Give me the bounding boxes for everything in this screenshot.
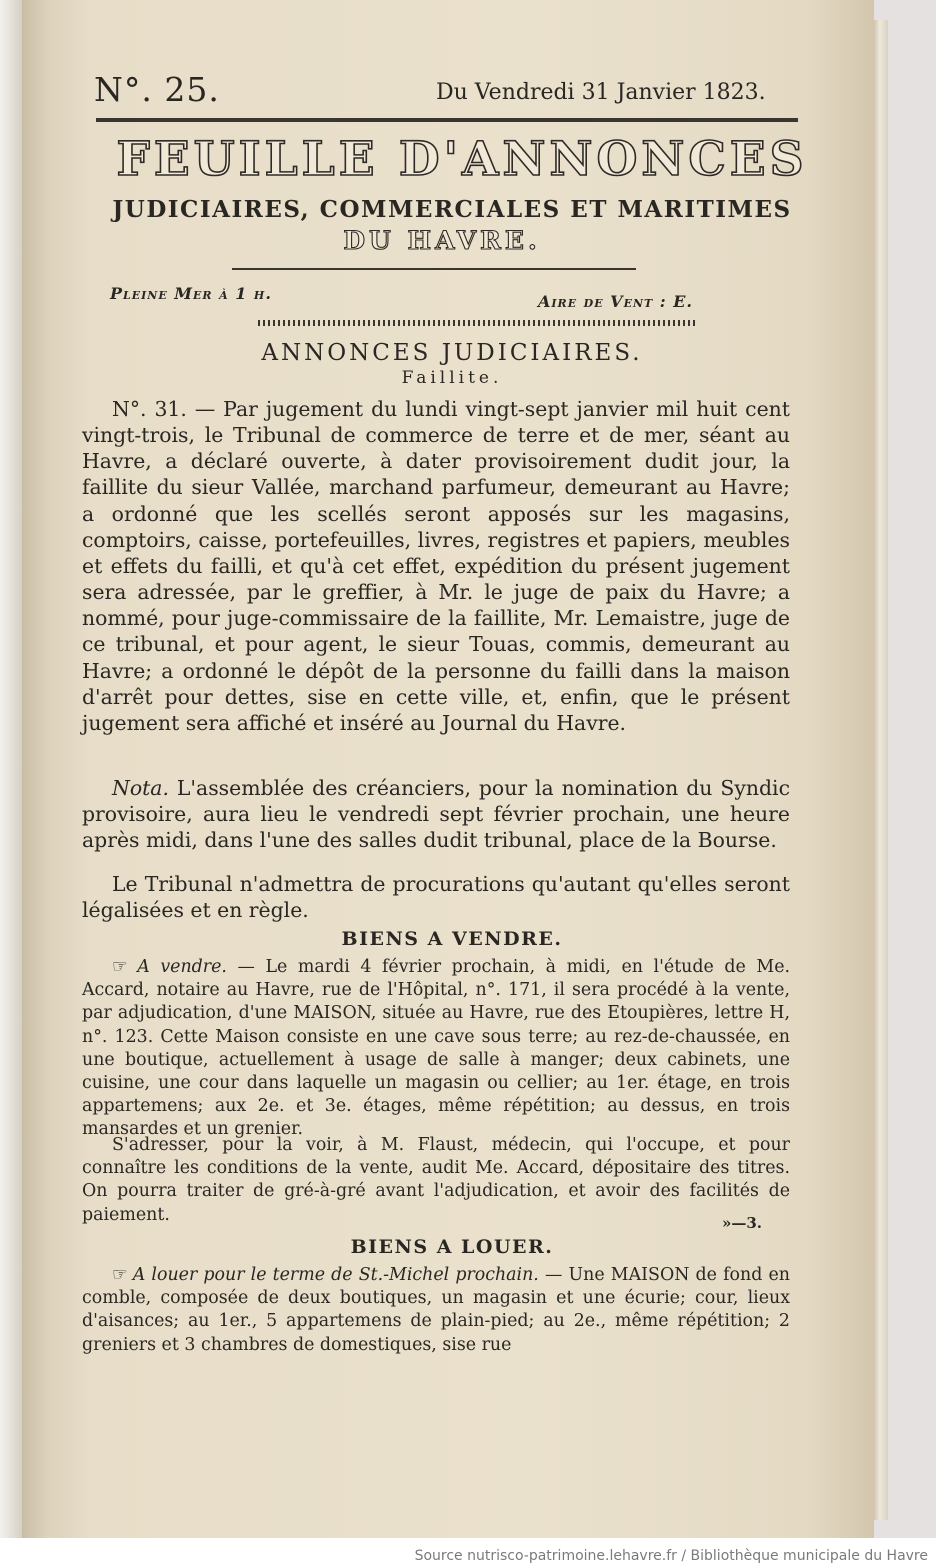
signature-mark: »—3. <box>721 1214 762 1232</box>
vendre-notice <box>82 956 790 1142</box>
nota-label: Nota. <box>112 776 169 800</box>
nota-paragraph <box>82 775 790 853</box>
louer-label: A louer pour le terme de St.-Michel prochain. <box>132 1265 539 1285</box>
vendre-text: — Le mardi 4 février prochain, à midi, en l'étude de Me. Accard, notaire au Havre, rue de l'Hôpital, n°. 171, il sera procédé à la vente, par adjudication, d'une MAISON, située au Havre, rue des Etoupières, lettre H, n°. 123. Cette Maison consiste en une cave sous terre; au rez-de-chaussée, en une boutique, actuellement à usage de salle à manger; deux cabinets, une cuisine, une cour dans laquelle un magasin ou cellier; au 1er. étage, en trois appartemens; aux 2e. et 3e. étages, même répétition; au dessus, en trois mansardes et un grenier. <box>82 957 791 1140</box>
info-divider <box>258 320 698 326</box>
louer-text: — Une MAISON de fond en comble, composée de deux boutiques, un magasin et une écurie; cour, lieux d'aisances; au 1er., 5 appartemens de plain-pied; au 2e., même répétition; 2 greniers et 3 chambres de domestiques, sise rue <box>82 1265 790 1355</box>
section-title-judiciaires: ANNONCES JUDICIAIRES. <box>261 340 643 366</box>
issue-number: N°. 25. <box>94 70 220 109</box>
issue-date: Du Vendredi 31 Janvier 1823. <box>436 80 766 105</box>
vendre-label: A vendre. <box>137 957 227 977</box>
masthead-title: FEUILLE D'ANNONCES <box>116 132 808 187</box>
pointing-hand-icon: ☞ <box>112 957 127 977</box>
page-edge <box>874 20 888 1520</box>
section-title-louer: BIENS A LOUER. <box>350 1236 554 1258</box>
tide-info: Pleine Mer à 1 h. <box>110 284 272 303</box>
masthead-city: DU HAVRE. <box>343 226 541 255</box>
masthead-rule <box>232 268 636 270</box>
newspaper-page <box>22 0 874 1538</box>
masthead-subtitle: JUDICIAIRES, COMMERCIALES ET MARITIMES <box>112 196 792 223</box>
binding-edge <box>0 0 22 1538</box>
wind-info: Aire de Vent : E. <box>538 292 694 311</box>
louer-notice <box>82 1264 790 1357</box>
source-credit: Source nutrisco-patrimoine.lehavre.fr / Bibliothèque municipale du Havre <box>414 1548 928 1564</box>
header-rule <box>96 118 798 122</box>
subsection-title-faillite: Faillite. <box>401 368 503 388</box>
tribunal-paragraph: Le Tribunal n'admettra de procurations qu'autant qu'elles seront légalisées et en règle. <box>82 872 790 922</box>
faillite-notice: N°. 31. — Par jugement du lundi vingt-sept janvier mil huit cent vingt-trois, le Tribunal de commerce de terre et de mer, séant au Havre, a déclaré ouverte, à dater provisoirement dudit jour, la faillite du sieur Vallée, marchand parfumeur, demeurant au Havre; a ordonné que les scellés seront apposés sur les magasins, comptoirs, caisse, portefeuilles, livres, registres et papiers, meubles et effets du failli, et qu'à cet effet, expédition du présent jugement sera adressée, par le greffier, à Mr. le juge de paix du Havre; a nommé, pour juge-commissaire de la faillite, Mr. Lemaistre, juge de ce tribunal, et pour agent, le sieur Touas, commis, demeurant au Havre; a ordonné le dépôt de la personne du failli dans la maison d'arrêt pour dettes, sise en cette ville, et, enfin, que le présent jugement sera affiché et inséré au Journal du Havre. <box>82 397 790 735</box>
section-title-vendre: BIENS A VENDRE. <box>341 928 563 950</box>
nota-text: L'assemblée des créanciers, pour la nomination du Syndic provisoire, aura lieu le vendredi sept février prochain, une heure après midi, dans l'une des salles dudit tribunal, place de la Bourse. <box>82 776 790 853</box>
adresser-paragraph: S'adresser, pour la voir, à M. Flaust, médecin, qui l'occupe, et pour connaître les conditions de la vente, audit Me. Accard, dépositaire des titres. On pourra traiter de gré-à-gré avant l'adjudication, et avoir des facilités de paiement. <box>82 1135 790 1225</box>
pointing-hand-icon: ☞ <box>112 1265 127 1285</box>
